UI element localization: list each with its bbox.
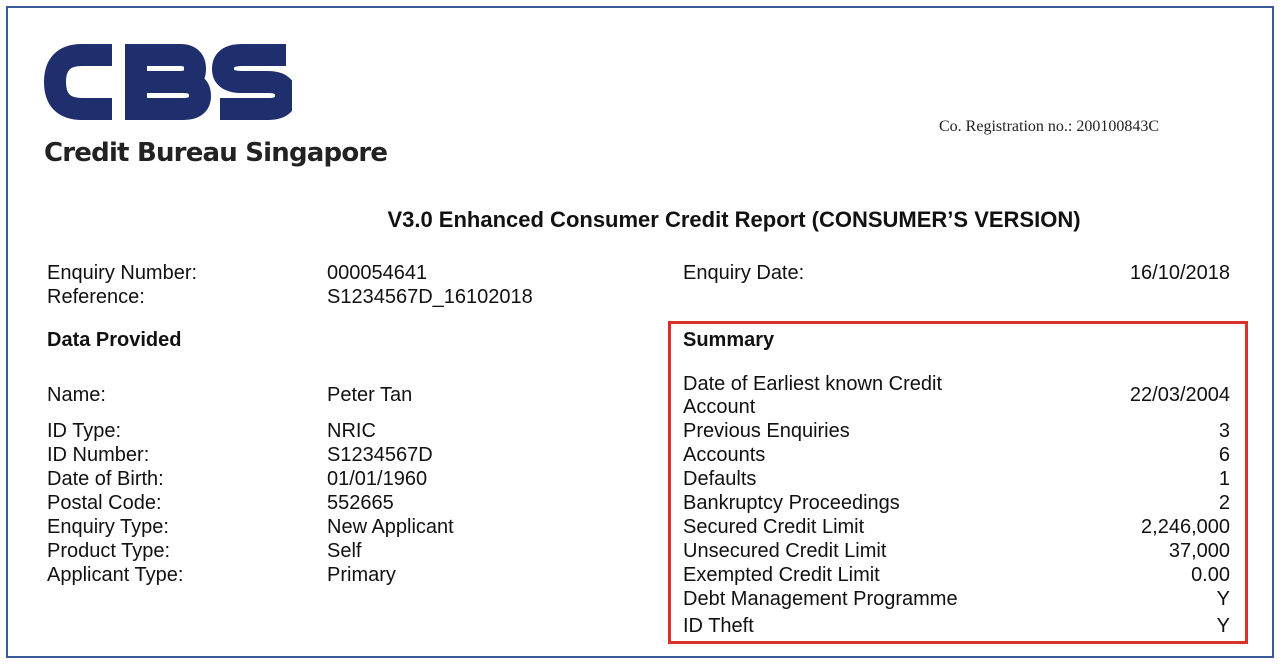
company-registration: Co. Registration no.: 200100843C: [939, 118, 1159, 135]
summary-row-value: 6: [1218, 444, 1230, 466]
data-row-label: Applicant Type:: [47, 564, 184, 586]
summary-row-label: Exempted Credit Limit: [683, 564, 880, 586]
earliest-account-value: 22/03/2004: [1129, 384, 1230, 406]
summary-row-label: Debt Management Programme: [683, 588, 958, 610]
data-row-value: New Applicant: [327, 516, 454, 538]
data-row-value: 01/01/1960: [327, 468, 428, 490]
data-row-value: S1234567D: [327, 444, 433, 466]
enquiry-date-label: Enquiry Date:: [683, 262, 805, 284]
logo-text: CBS: [40, 38, 43, 39]
summary-row-value: 2,246,000: [1141, 516, 1230, 538]
summary-row-label: Accounts: [683, 444, 766, 466]
enquiry-date-value: 16/10/2018: [1129, 262, 1230, 284]
summary-row-value: Y: [1216, 588, 1230, 610]
enquiry-number-label: Enquiry Number:: [47, 262, 198, 284]
logo-tagline: Credit Bureau Singapore: [44, 138, 388, 168]
summary-row-label: Previous Enquiries: [683, 420, 850, 442]
summary-heading: Summary: [683, 329, 775, 351]
summary-row-value: 3: [1218, 420, 1230, 442]
summary-row-value: 37,000: [1168, 540, 1230, 562]
summary-row-value: 1: [1218, 468, 1230, 490]
summary-row-value: 2: [1218, 492, 1230, 514]
summary-row-label: ID Theft: [683, 615, 754, 637]
earliest-account-label-line2: Account: [683, 396, 756, 418]
summary-row-label: Defaults: [683, 468, 757, 490]
data-row-label: Date of Birth:: [47, 468, 164, 490]
data-row-value: 552665: [327, 492, 394, 514]
cbs-logo: [40, 38, 292, 126]
data-row-label: Product Type:: [47, 540, 171, 562]
data-row-value: Primary: [327, 564, 396, 586]
data-row-value: NRIC: [327, 420, 376, 442]
data-row-label: ID Type:: [47, 420, 122, 442]
data-row-label: Enquiry Type:: [47, 516, 169, 538]
summary-row-value: 0.00: [1191, 564, 1230, 586]
data-row-value: Peter Tan: [327, 384, 413, 406]
summary-row-value: Y: [1216, 615, 1230, 637]
summary-row-label: Secured Credit Limit: [683, 516, 865, 538]
enquiry-number-value: 000054641: [327, 262, 428, 284]
data-row-label: Postal Code:: [47, 492, 162, 514]
data-row-value: Self: [327, 540, 362, 562]
reference-label: Reference:: [47, 286, 145, 308]
summary-row-label: Bankruptcy Proceedings: [683, 492, 900, 514]
data-row-label: ID Number:: [47, 444, 150, 466]
data-provided-heading: Data Provided: [47, 329, 182, 351]
earliest-account-label-line1: Date of Earliest known Credit: [683, 373, 943, 395]
data-row-label: Name:: [47, 384, 106, 406]
report-title: V3.0 Enhanced Consumer Credit Report (CONSUMER’S VERSION): [387, 207, 1081, 232]
summary-row-label: Unsecured Credit Limit: [683, 540, 887, 562]
reference-value: S1234567D_16102018: [327, 286, 533, 308]
